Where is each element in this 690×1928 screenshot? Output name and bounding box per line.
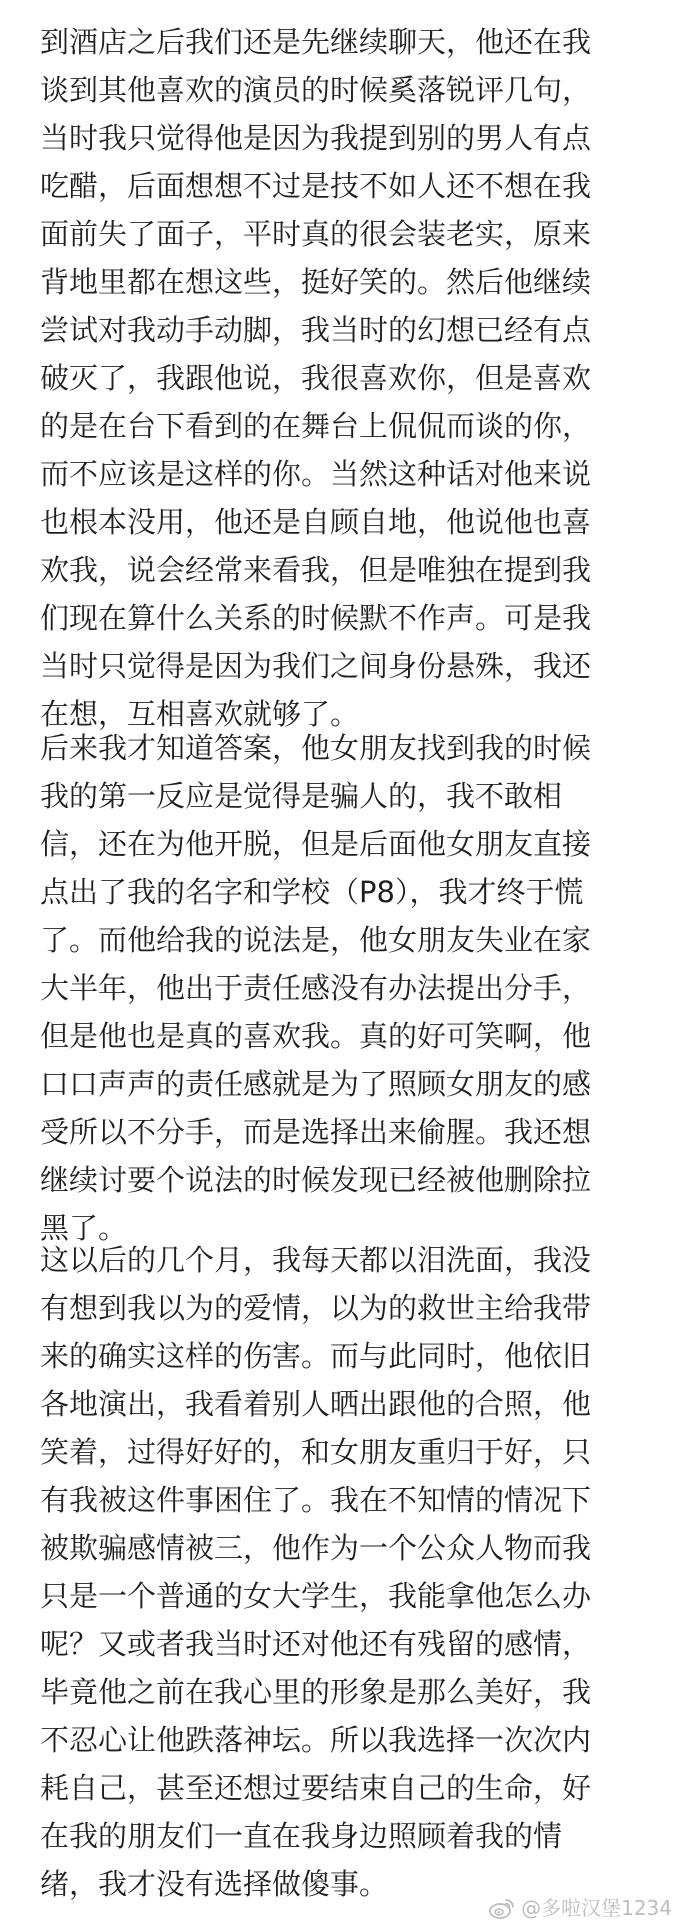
- text-line: 信，还在为他开脱，但是后面他女朋友直接: [40, 827, 592, 861]
- text-line: 口口声声的责任感就是为了照顾女朋友的感: [40, 1067, 592, 1101]
- text-line: 在想，互相喜欢就够了。: [40, 697, 360, 731]
- text-line: 被欺骗感情被三，他作为一个公众人物而我: [40, 1531, 592, 1565]
- weibo-icon: [489, 1897, 515, 1919]
- text-line: 有我被这件事困住了。我在不知情的情况下: [40, 1483, 592, 1517]
- text-line: 各地演出，我看着别人晒出跟他的合照，他: [40, 1387, 592, 1421]
- text-line: 谈到其他喜欢的演员的时候奚落锐评几句，: [40, 73, 592, 107]
- text-line: 绪，我才没有选择做傻事。: [40, 1867, 389, 1901]
- text-line: 的是在台下看到的在舞台上侃侃而谈的你，: [40, 409, 592, 443]
- paragraph-1: [40, 18, 640, 738]
- text-line: 点出了我的名字和学校（P8），我才终于慌: [40, 875, 584, 909]
- text-line: 也根本没用，他还是自顾自地，他说他也喜: [40, 505, 592, 539]
- text-line: 毕竟他之前在我心里的形象是那么美好，我: [40, 1675, 592, 1709]
- text-line: 了。而他给我的说法是，他女朋友失业在家: [40, 923, 592, 957]
- text-line: 只是一个普通的女大学生，我能拿他怎么办: [40, 1579, 592, 1613]
- paragraph-2: [40, 724, 640, 1252]
- text-line: 呢？又或者我当时还对他还有残留的感情，: [40, 1627, 592, 1661]
- text-line: 破灭了，我跟他说，我很喜欢你，但是喜欢: [40, 361, 592, 395]
- text-line: 受所以不分手，而是选择出来偷腥。我还想: [40, 1115, 592, 1149]
- text-line: 我的第一反应是觉得是骗人的，我不敢相: [40, 779, 563, 813]
- text-line: 在我的朋友们一直在我身边照顾着我的情: [40, 1819, 563, 1853]
- text-line: 笑着，过得好好的，和女朋友重归于好，只: [40, 1435, 592, 1469]
- text-line: 有想到我以为的爱情，以为的救世主给我带: [40, 1291, 592, 1325]
- text-line: 当时只觉得是因为我们之间身份悬殊，我还: [40, 649, 592, 683]
- text-line: 后来我才知道答案，他女朋友找到我的时候: [40, 731, 592, 765]
- text-line: 背地里都在想这些，挺好笑的。然后他继续: [40, 265, 592, 299]
- text-line: 但是他也是真的喜欢我。真的好可笑啊，他: [40, 1019, 592, 1053]
- watermark: [489, 1896, 672, 1920]
- text-line: 来的确实这样的伤害。而与此同时，他依旧: [40, 1339, 592, 1373]
- text-line: 黑了。: [40, 1211, 128, 1245]
- watermark-text: @多啦汉堡1234: [521, 1896, 672, 1920]
- text-line: 面前失了面子，平时真的很会装老实，原来: [40, 217, 592, 251]
- text-line: 尝试对我动手动脚，我当时的幻想已经有点: [40, 313, 592, 347]
- text-line: 大半年，他出于责任感没有办法提出分手，: [40, 971, 592, 1005]
- text-line: 当时我只觉得他是因为我提到别的男人有点: [40, 121, 592, 155]
- text-line: 耗自己，甚至还想过要结束自己的生命，好: [40, 1771, 592, 1805]
- text-line: 继续讨要个说法的时候发现已经被他删除拉: [40, 1163, 592, 1197]
- text-line: 吃醋，后面想想不过是技不如人还不想在我: [40, 169, 592, 203]
- text-line: 到酒店之后我们还是先继续聊天，他还在我: [40, 25, 592, 59]
- paragraph-3: [40, 1236, 640, 1908]
- text-line: 不忍心让他跌落神坛。所以我选择一次次内: [40, 1723, 592, 1757]
- text-line: 这以后的几个月，我每天都以泪洗面，我没: [40, 1243, 592, 1277]
- text-line: 们现在算什么关系的时候默不作声。可是我: [40, 601, 592, 635]
- text-line: 而不应该是这样的你。当然这种话对他来说: [40, 457, 592, 491]
- text-line: 欢我，说会经常来看我，但是唯独在提到我: [40, 553, 592, 587]
